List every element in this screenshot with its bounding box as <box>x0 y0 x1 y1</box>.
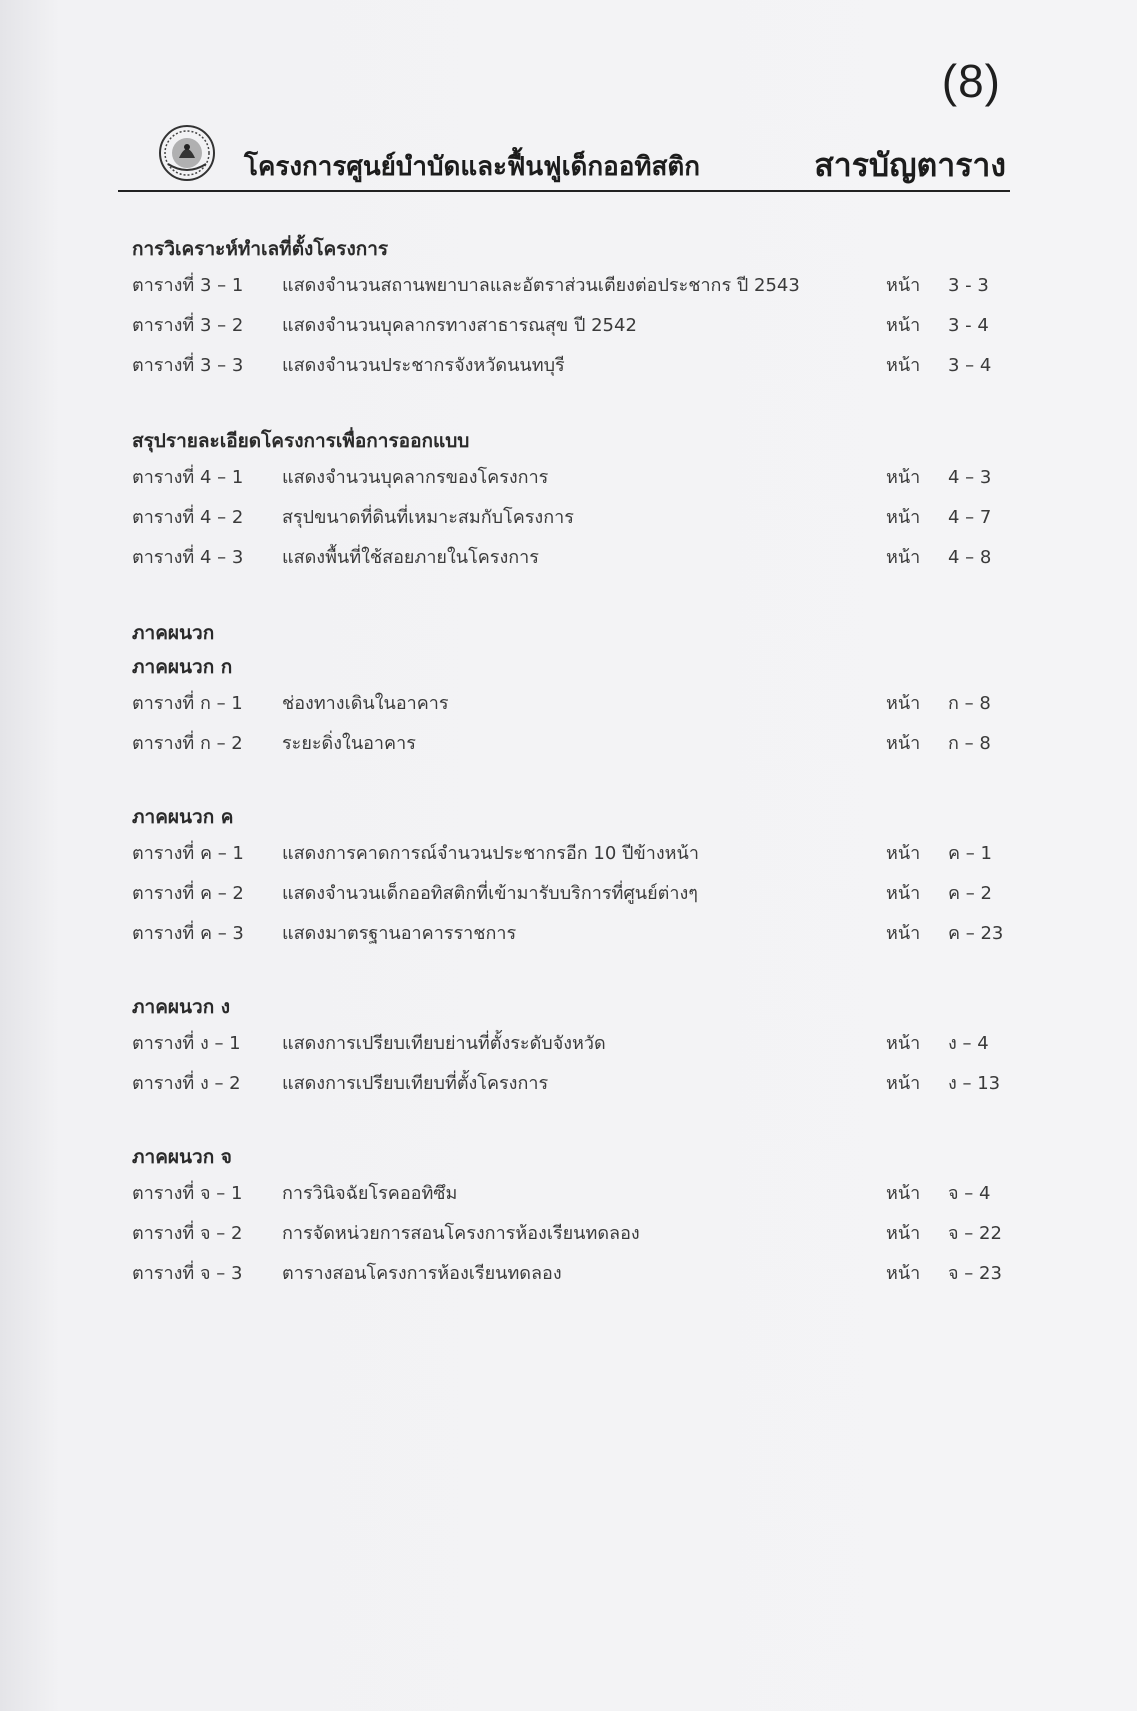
entry-page-ref: ค – 23 <box>948 923 1004 944</box>
toc-entry <box>132 1064 1012 1104</box>
entry-page-word: หน้า <box>886 1073 921 1094</box>
entry-label: ตารางที่ จ – 2 <box>132 1223 243 1244</box>
entry-label: ตารางที่ ง – 1 <box>132 1033 241 1054</box>
entry-description: แสดงมาตรฐานอาคารราชการ <box>282 923 517 944</box>
entry-description: แสดงจำนวนบุคลากรของโครงการ <box>282 467 549 488</box>
entry-page-word: หน้า <box>886 883 921 904</box>
toc-entry <box>132 1254 1012 1294</box>
page-number: (8) <box>941 55 1001 107</box>
entry-label: ตารางที่ ค – 1 <box>132 843 244 864</box>
page-header <box>118 118 1010 192</box>
entry-page-word: หน้า <box>886 507 921 528</box>
entry-page-word: หน้า <box>886 1033 921 1054</box>
toc-entry <box>132 1214 1012 1254</box>
group-subheading: ภาคผนวก ก <box>132 656 233 678</box>
entry-description: สรุปขนาดที่ดินที่เหมาะสมกับโครงการ <box>282 507 574 528</box>
entry-page-word: หน้า <box>886 1223 921 1244</box>
entry-page-ref: ง – 13 <box>948 1073 1001 1094</box>
entry-label: ตารางที่ 3 – 2 <box>132 315 244 336</box>
entry-page-ref: 3 – 4 <box>948 355 992 376</box>
entry-page-word: หน้า <box>886 315 921 336</box>
entry-page-ref: 4 – 3 <box>948 467 992 488</box>
toc-entry <box>132 1174 1012 1214</box>
entry-page-word: หน้า <box>886 1263 921 1284</box>
toc-group <box>132 424 1012 578</box>
entry-page-ref: ก – 8 <box>948 733 991 754</box>
entry-label: ตารางที่ 4 – 1 <box>132 467 244 488</box>
entry-page-word: หน้า <box>886 843 921 864</box>
seal-emblem-icon <box>158 124 216 182</box>
entry-page-word: หน้า <box>886 467 921 488</box>
entry-page-ref: จ – 23 <box>948 1263 1002 1284</box>
group-heading: สรุปรายละเอียดโครงการเพื่อการออกแบบ <box>132 430 470 452</box>
toc-entry <box>132 914 1012 954</box>
entry-page-word: หน้า <box>886 275 921 296</box>
toc-entry <box>132 306 1012 346</box>
header-title: โครงการศูนย์บำบัดและฟื้นฟูเด็กออทิสติก <box>244 152 700 182</box>
entry-page-word: หน้า <box>886 923 921 944</box>
entry-description: ตารางสอนโครงการห้องเรียนทดลอง <box>282 1263 562 1284</box>
entry-page-word: หน้า <box>886 733 921 754</box>
toc-group <box>132 990 1012 1104</box>
entry-description: การจัดหน่วยการสอนโครงการห้องเรียนทดลอง <box>282 1223 640 1244</box>
entry-page-ref: 4 – 7 <box>948 507 992 528</box>
toc-entry <box>132 834 1012 874</box>
entry-description: แสดงจำนวนเด็กออทิสติกที่เข้ามารับบริการที่ศูนย์ต่างๆ <box>282 883 698 904</box>
entry-label: ตารางที่ 4 – 2 <box>132 507 244 528</box>
toc-entry <box>132 346 1012 386</box>
entry-description: ระยะดิ่งในอาคาร <box>282 733 416 754</box>
entry-description: แสดงพื้นที่ใช้สอยภายในโครงการ <box>282 547 539 568</box>
toc-entry <box>132 498 1012 538</box>
entry-page-word: หน้า <box>886 693 921 714</box>
toc-entry <box>132 684 1012 724</box>
toc-group <box>132 616 1012 764</box>
entry-page-ref: จ – 4 <box>948 1183 991 1204</box>
toc-group <box>132 800 1012 954</box>
entry-description: แสดงการเปรียบเทียบที่ตั้งโครงการ <box>282 1073 549 1094</box>
entry-description: แสดงการเปรียบเทียบย่านที่ตั้งระดับจังหวัด <box>282 1033 606 1054</box>
toc-entry <box>132 266 1012 306</box>
entry-description: แสดงจำนวนสถานพยาบาลและอัตราส่วนเตียงต่อประชากร ปี 2543 <box>282 275 800 296</box>
entry-description: ช่องทางเดินในอาคาร <box>282 693 449 714</box>
entry-page-ref: 4 – 8 <box>948 547 992 568</box>
entry-label: ตารางที่ ค – 3 <box>132 923 244 944</box>
entry-label: ตารางที่ จ – 1 <box>132 1183 243 1204</box>
table-of-contents <box>132 232 1012 1294</box>
group-heading: การวิเคราะห์ทำเลที่ตั้งโครงการ <box>132 238 389 260</box>
entry-description: แสดงการคาดการณ์จำนวนประชากรอีก 10 ปีข้างหน้า <box>282 843 699 864</box>
entry-label: ตารางที่ ก – 2 <box>132 733 243 754</box>
group-heading: ภาคผนวก ค <box>132 806 234 828</box>
entry-page-word: หน้า <box>886 355 921 376</box>
entry-label: ตารางที่ ง – 2 <box>132 1073 241 1094</box>
entry-label: ตารางที่ ก – 1 <box>132 693 243 714</box>
toc-entry <box>132 458 1012 498</box>
entry-label: ตารางที่ ค – 2 <box>132 883 244 904</box>
entry-page-ref: ค – 2 <box>948 883 992 904</box>
toc-group <box>132 1140 1012 1294</box>
toc-entry <box>132 724 1012 764</box>
entry-description: แสดงจำนวนบุคลากรทางสาธารณสุข ปี 2542 <box>282 315 637 336</box>
entry-page-ref: ก – 8 <box>948 693 991 714</box>
entry-page-ref: 3 - 4 <box>948 315 989 336</box>
entry-page-ref: 3 - 3 <box>948 275 989 296</box>
entry-page-ref: ง – 4 <box>948 1033 989 1054</box>
entry-page-ref: ค – 1 <box>948 843 992 864</box>
section-title: สารบัญตาราง <box>814 146 1006 184</box>
entry-page-ref: จ – 22 <box>948 1223 1002 1244</box>
entry-label: ตารางที่ 3 – 1 <box>132 275 244 296</box>
entry-description: แสดงจำนวนประชากรจังหวัดนนทบุรี <box>282 355 565 376</box>
entry-label: ตารางที่ จ – 3 <box>132 1263 243 1284</box>
group-heading: ภาคผนวก จ <box>132 1146 232 1168</box>
toc-entry <box>132 874 1012 914</box>
toc-entry <box>132 538 1012 578</box>
group-heading: ภาคผนวก <box>132 622 215 644</box>
entry-label: ตารางที่ 3 – 3 <box>132 355 244 376</box>
toc-entry <box>132 1024 1012 1064</box>
toc-group <box>132 232 1012 386</box>
entry-description: การวินิจฉัยโรคออทิซึม <box>282 1183 458 1204</box>
entry-page-word: หน้า <box>886 1183 921 1204</box>
group-heading: ภาคผนวก ง <box>132 996 231 1018</box>
entry-label: ตารางที่ 4 – 3 <box>132 547 244 568</box>
entry-page-word: หน้า <box>886 547 921 568</box>
